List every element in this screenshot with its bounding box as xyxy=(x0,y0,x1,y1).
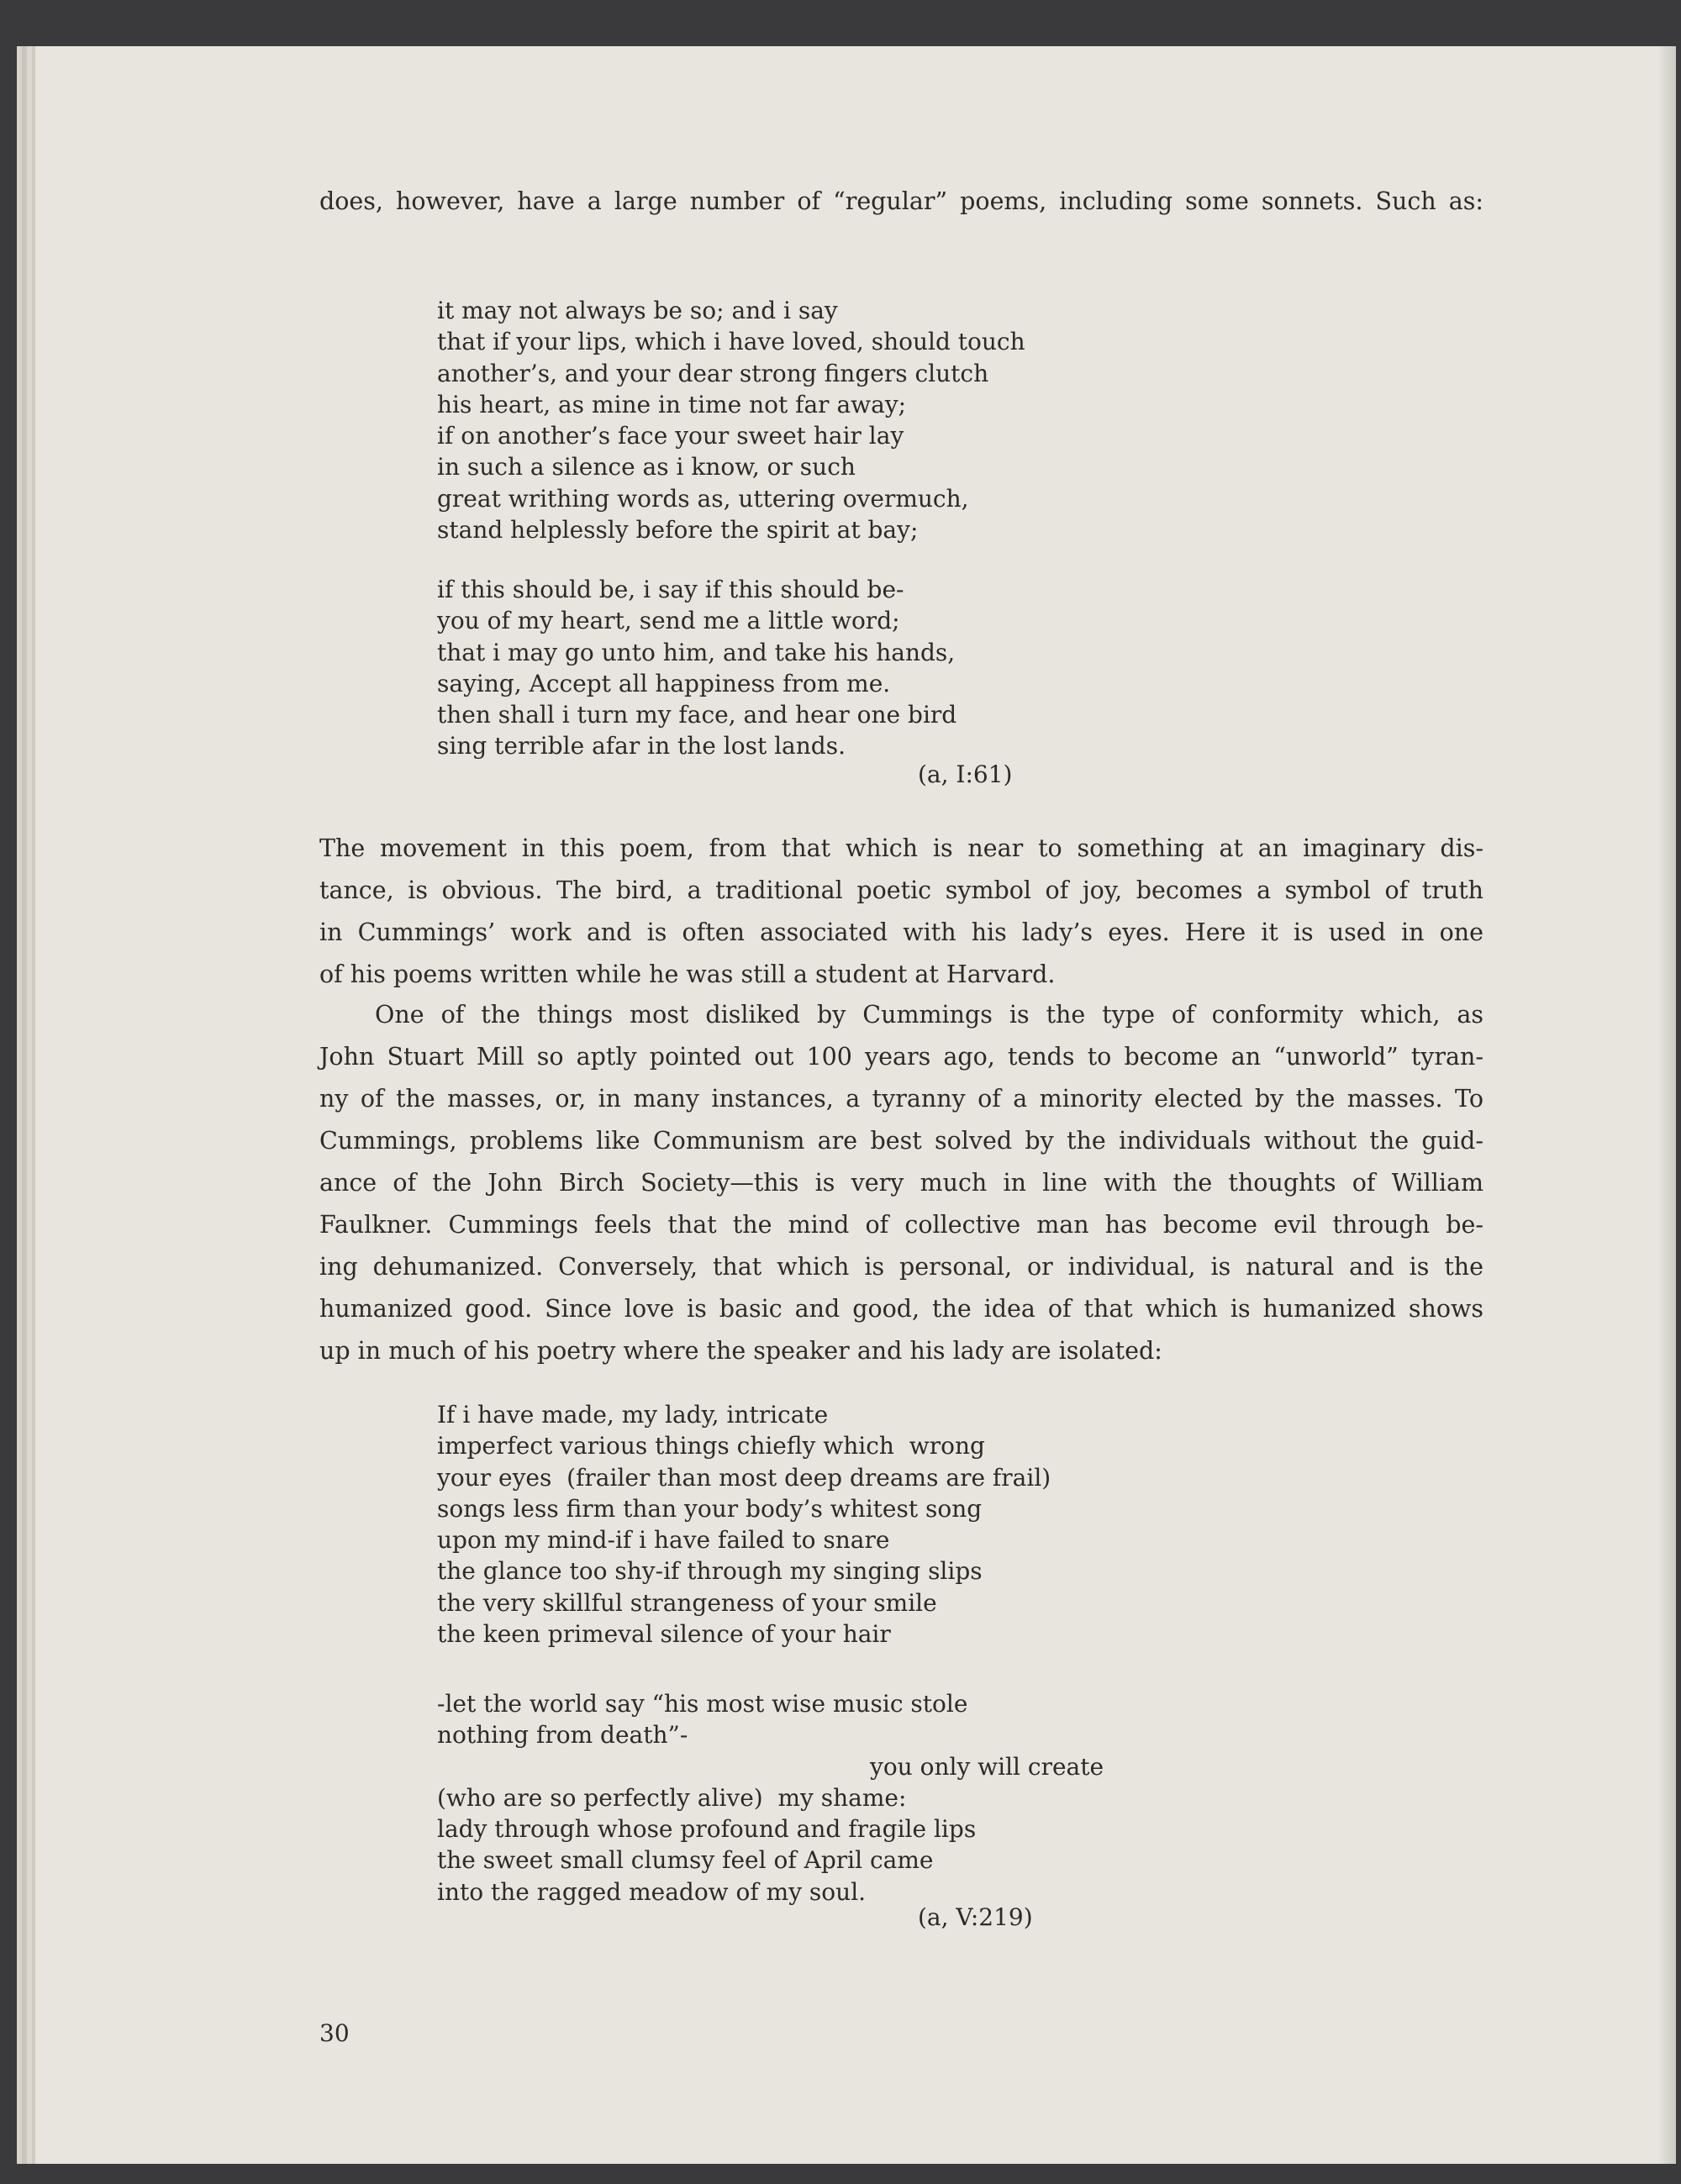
verse-line: saying, Accept all happiness from me. xyxy=(437,669,891,697)
verse-line: that if your lips, which i have loved, should touch xyxy=(437,328,1025,356)
paragraph-line: humanized good. Since love is basic and good, the idea of that which is humanized shows xyxy=(319,1295,1483,1323)
book-page xyxy=(32,46,1676,2164)
verse-line: you of my heart, send me a little word; xyxy=(437,607,900,635)
verse-line: his heart, as mine in time not far away; xyxy=(437,390,907,418)
page-number: 30 xyxy=(319,2019,350,2047)
verse-line: great writhing words as, uttering overmuch, xyxy=(437,484,969,513)
poem2-citation: (a, V:219) xyxy=(918,1903,1033,1931)
verse-line: if this should be, i say if this should be- xyxy=(437,576,904,603)
paragraph-line: ny of the masses, or, in many instances, a tyranny of a minority elected by the masses. To xyxy=(319,1085,1483,1113)
paragraph-line: in Cummings’ work and is often associated with his lady’s eyes. Here it is used in one xyxy=(319,918,1483,946)
verse-line: the sweet small clumsy feel of April came xyxy=(437,1846,934,1875)
verse-line: lady through whose profound and fragile lips xyxy=(437,1815,977,1844)
verse-line-indented: you only will create xyxy=(870,1752,1104,1781)
verse-line: in such a silence as i know, or such xyxy=(437,453,856,482)
verse-line: (who are so perfectly alive) my shame: xyxy=(437,1783,907,1812)
lead-line: does, however, have a large number of “regular” poems, including some sonnets. Such as: xyxy=(319,187,1483,215)
verse-line: stand helplessly before the spirit at bay; xyxy=(437,516,919,545)
verse-line: -let the world say “his most wise music stole xyxy=(437,1690,968,1718)
paragraph-line: The movement in this poem, from that which is near to something at an imaginary dis- xyxy=(319,834,1483,862)
poem1-citation: (a, I:61) xyxy=(918,760,1013,788)
verse-line: upon my mind-if i have failed to snare xyxy=(437,1526,890,1555)
paragraph-1 xyxy=(319,828,1483,996)
verse-line: imperfect various things chiefly which wrong xyxy=(437,1432,985,1460)
poem1-stanza1 xyxy=(437,295,1025,545)
page-edge-shadow xyxy=(1657,46,1676,2164)
paragraph-line: One of the things most disliked by Cummings is the type of conformity which, as xyxy=(375,1001,1483,1029)
paragraph-line: Cummings, problems like Communism are best solved by the individuals without the guid- xyxy=(319,1127,1483,1155)
verse-line: songs less firm than your body’s whitest song xyxy=(437,1494,983,1523)
verse-line: the glance too shy-if through my singing slips xyxy=(437,1557,983,1586)
verse-line: into the ragged meadow of my soul. xyxy=(437,1877,867,1906)
verse-line: that i may go unto him, and take his hands, xyxy=(437,638,956,666)
paragraph-2 xyxy=(319,994,1483,1372)
verse-line: it may not always be so; and i say xyxy=(437,297,838,324)
paragraph-line: of his poems written while he was still a student at Harvard. xyxy=(319,960,1056,988)
verse-line: If i have made, my lady, intricate xyxy=(437,1401,829,1429)
verse-line: the keen primeval silence of your hair xyxy=(437,1620,891,1649)
verse-line: then shall i turn my face, and hear one bird xyxy=(437,701,957,729)
poem2-stanza1 xyxy=(437,1399,1051,1650)
verse-line: if on another’s face your sweet hair lay xyxy=(437,422,904,450)
paragraph-line: up in much of his poetry where the speaker and his lady are isolated: xyxy=(319,1337,1162,1365)
paragraph-line: John Stuart Mill so aptly pointed out 100 years ago, tends to become an “unworld” tyran- xyxy=(319,1043,1483,1071)
verse-line: your eyes (frailer than most deep dreams are frail) xyxy=(437,1463,1051,1492)
poem1-stanza2 xyxy=(437,574,956,762)
verse-line: the very skillful strangeness of your smile xyxy=(437,1588,937,1617)
verse-line: another’s, and your dear strong fingers clutch xyxy=(437,359,989,387)
paragraph-line: ing dehumanized. Conversely, that which is personal, or individual, is natural and is the xyxy=(319,1253,1483,1281)
poem2-stanza2 xyxy=(437,1688,1104,1908)
verse-line: nothing from death”- xyxy=(437,1721,688,1750)
paragraph-line: Faulkner. Cummings feels that the mind of collective man has become evil through be- xyxy=(319,1211,1483,1239)
verse-line: sing terrible afar in the lost lands. xyxy=(437,732,846,760)
paragraph-line: ance of the John Birch Society—this is very much in line with the thoughts of William xyxy=(319,1169,1483,1197)
paragraph-line: tance, is obvious. The bird, a traditional poetic symbol of joy, becomes a symbol of truth xyxy=(319,876,1483,904)
